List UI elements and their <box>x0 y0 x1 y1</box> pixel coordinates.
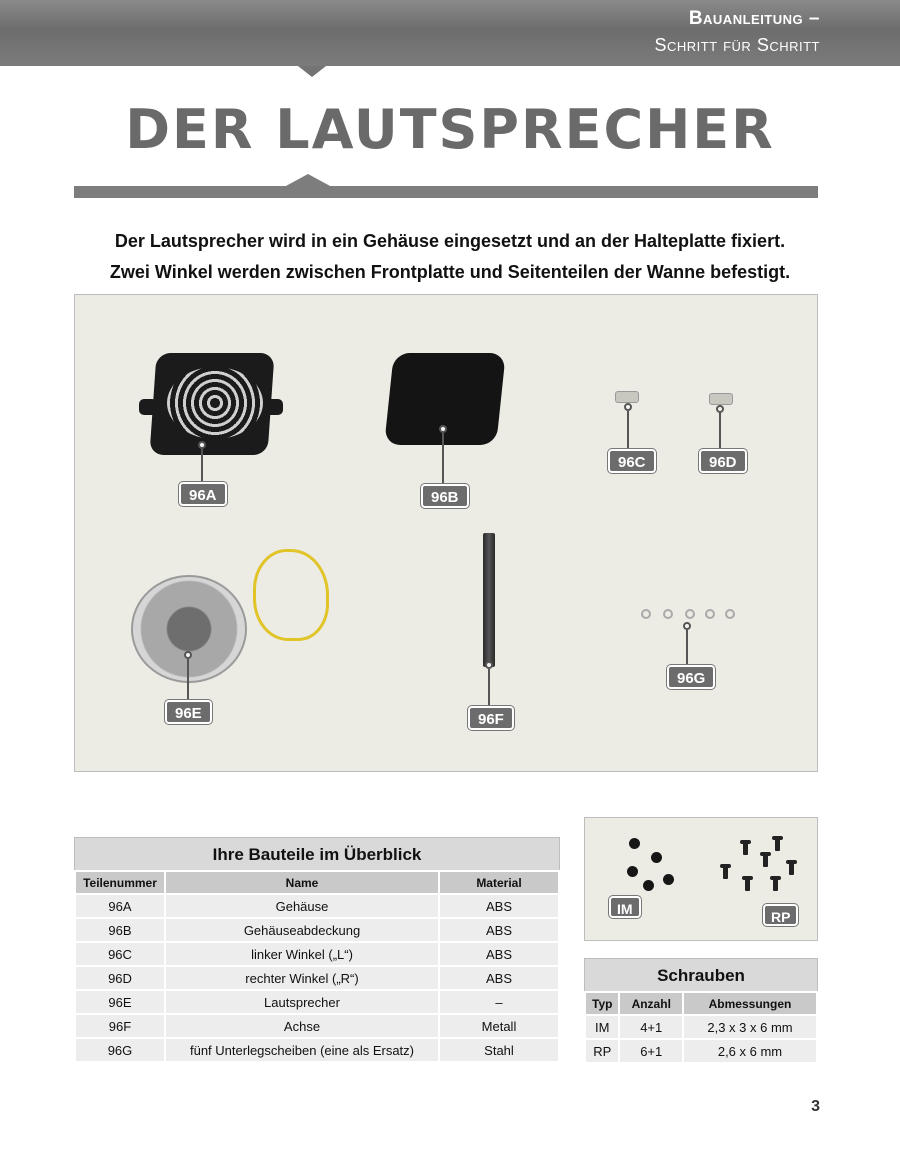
leader-dot-96g <box>683 622 691 630</box>
leader-line-96c <box>627 411 629 451</box>
table-row <box>75 990 559 1014</box>
washer-image <box>663 609 673 619</box>
rp-screw-image <box>789 862 794 875</box>
part-name-cell: Achse <box>165 1014 439 1038</box>
housing-tab-right <box>265 399 283 415</box>
part-material-cell: Stahl <box>439 1038 559 1062</box>
intro-line-2: Zwei Winkel werden zwischen Frontplatte und Seitenteilen der Wanne befestigt. <box>109 262 791 282</box>
screws-table-header-dimensions: Abmessungen <box>683 992 817 1015</box>
part-name-cell: rechter Winkel („R“) <box>165 966 439 990</box>
screws-table-header-row <box>585 992 817 1015</box>
parts-table-header-part-number: Teilenummer <box>75 871 165 894</box>
part-material-cell: Metall <box>439 1014 559 1038</box>
part-label-96c: 96C <box>608 449 656 473</box>
leader-dot-96c <box>624 403 632 411</box>
part-label-96f: 96F <box>468 706 514 730</box>
screws-table-header-type: Typ <box>585 992 619 1015</box>
im-screw-image <box>627 866 638 877</box>
part-label-96e: 96E <box>165 700 212 724</box>
screw-dimensions-cell: 2,3 x 3 x 6 mm <box>683 1015 817 1039</box>
rp-screw-image <box>745 878 750 891</box>
leader-dot-96d <box>716 405 724 413</box>
intro-line-1: Der Lautsprecher wird in ein Gehäuse eingesetzt und an der Halteplatte fixiert. <box>114 231 786 251</box>
right-bracket-image <box>709 393 733 405</box>
table-row <box>75 966 559 990</box>
part-number-cell: 96D <box>75 966 165 990</box>
screw-label-im: IM <box>609 896 641 918</box>
part-number-cell: 96C <box>75 942 165 966</box>
left-bracket-image <box>615 391 639 403</box>
part-name-cell: Lautsprecher <box>165 990 439 1014</box>
part-material-cell: ABS <box>439 918 559 942</box>
leader-dot-96e <box>184 651 192 659</box>
parts-table-header-row <box>75 871 559 894</box>
part-material-cell: – <box>439 990 559 1014</box>
page-title: DER LAUTSPRECHER <box>125 98 775 161</box>
screw-type-cell: RP <box>585 1039 619 1063</box>
part-label-96g: 96G <box>667 665 715 689</box>
screw-count-cell: 4+1 <box>619 1015 683 1039</box>
table-row <box>75 918 559 942</box>
washer-image <box>641 609 651 619</box>
header-series-subtitle: Schritt für Schritt <box>654 35 820 55</box>
leader-dot-96a <box>198 441 206 449</box>
leader-dot-96f <box>485 661 493 669</box>
parts-table-header-material: Material <box>439 871 559 894</box>
part-name-cell: Gehäuseabdeckung <box>165 918 439 942</box>
rp-screw-image <box>763 854 768 867</box>
im-screw-image <box>629 838 640 849</box>
rp-screw-image <box>723 866 728 879</box>
washer-image <box>705 609 715 619</box>
leader-line-96g <box>686 630 688 666</box>
axle-image <box>483 533 495 667</box>
part-label-96d: 96D <box>699 449 747 473</box>
part-material-cell: ABS <box>439 894 559 918</box>
leader-line-96e <box>187 659 189 701</box>
leader-line-96a <box>201 449 203 483</box>
page-number: 3 <box>811 1098 820 1115</box>
parts-table-header-name: Name <box>165 871 439 894</box>
speaker-wire-image <box>253 549 329 641</box>
im-screw-image <box>663 874 674 885</box>
table-row <box>585 1015 817 1039</box>
table-row <box>75 942 559 966</box>
part-name-cell: linker Winkel („L“) <box>165 942 439 966</box>
speaker-grille-image <box>167 367 263 439</box>
washer-image <box>685 609 695 619</box>
title-divider <box>74 186 818 198</box>
part-number-cell: 96G <box>75 1038 165 1062</box>
table-row <box>75 1014 559 1038</box>
rp-screw-image <box>743 842 748 855</box>
part-number-cell: 96A <box>75 894 165 918</box>
part-label-96a: 96A <box>179 482 227 506</box>
part-label-96b: 96B <box>421 484 469 508</box>
leader-line-96d <box>719 413 721 451</box>
screw-count-cell: 6+1 <box>619 1039 683 1063</box>
part-material-cell: ABS <box>439 942 559 966</box>
part-name-cell: Gehäuse <box>165 894 439 918</box>
screw-label-rp: RP <box>763 904 798 926</box>
leader-line-96b <box>442 433 444 485</box>
screw-type-cell: IM <box>585 1015 619 1039</box>
part-material-cell: ABS <box>439 966 559 990</box>
screws-table <box>584 958 818 1064</box>
parts-overview-table <box>74 837 560 1063</box>
table-row <box>585 1039 817 1063</box>
part-number-cell: 96B <box>75 918 165 942</box>
parts-table-title: Ihre Bauteile im Überblick <box>74 837 560 870</box>
rp-screw-image <box>773 878 778 891</box>
screw-dimensions-cell: 2,6 x 6 mm <box>683 1039 817 1063</box>
rp-screw-image <box>775 838 780 851</box>
table-row <box>75 894 559 918</box>
speaker-image <box>131 575 247 683</box>
leader-line-96f <box>488 669 490 707</box>
screws-table-title: Schrauben <box>584 958 818 991</box>
leader-dot-96b <box>439 425 447 433</box>
part-name-cell: fünf Unterlegscheiben (eine als Ersatz) <box>165 1038 439 1062</box>
intro-text <box>60 226 840 288</box>
im-screw-image <box>651 852 662 863</box>
part-number-cell: 96E <box>75 990 165 1014</box>
parts-photo <box>74 294 818 772</box>
screws-photo <box>584 817 818 941</box>
header-series-title: Bauanleitung – <box>688 8 820 29</box>
table-row <box>75 1038 559 1062</box>
screws-table-header-count: Anzahl <box>619 992 683 1015</box>
im-screw-image <box>643 880 654 891</box>
washer-image <box>725 609 735 619</box>
part-number-cell: 96F <box>75 1014 165 1038</box>
